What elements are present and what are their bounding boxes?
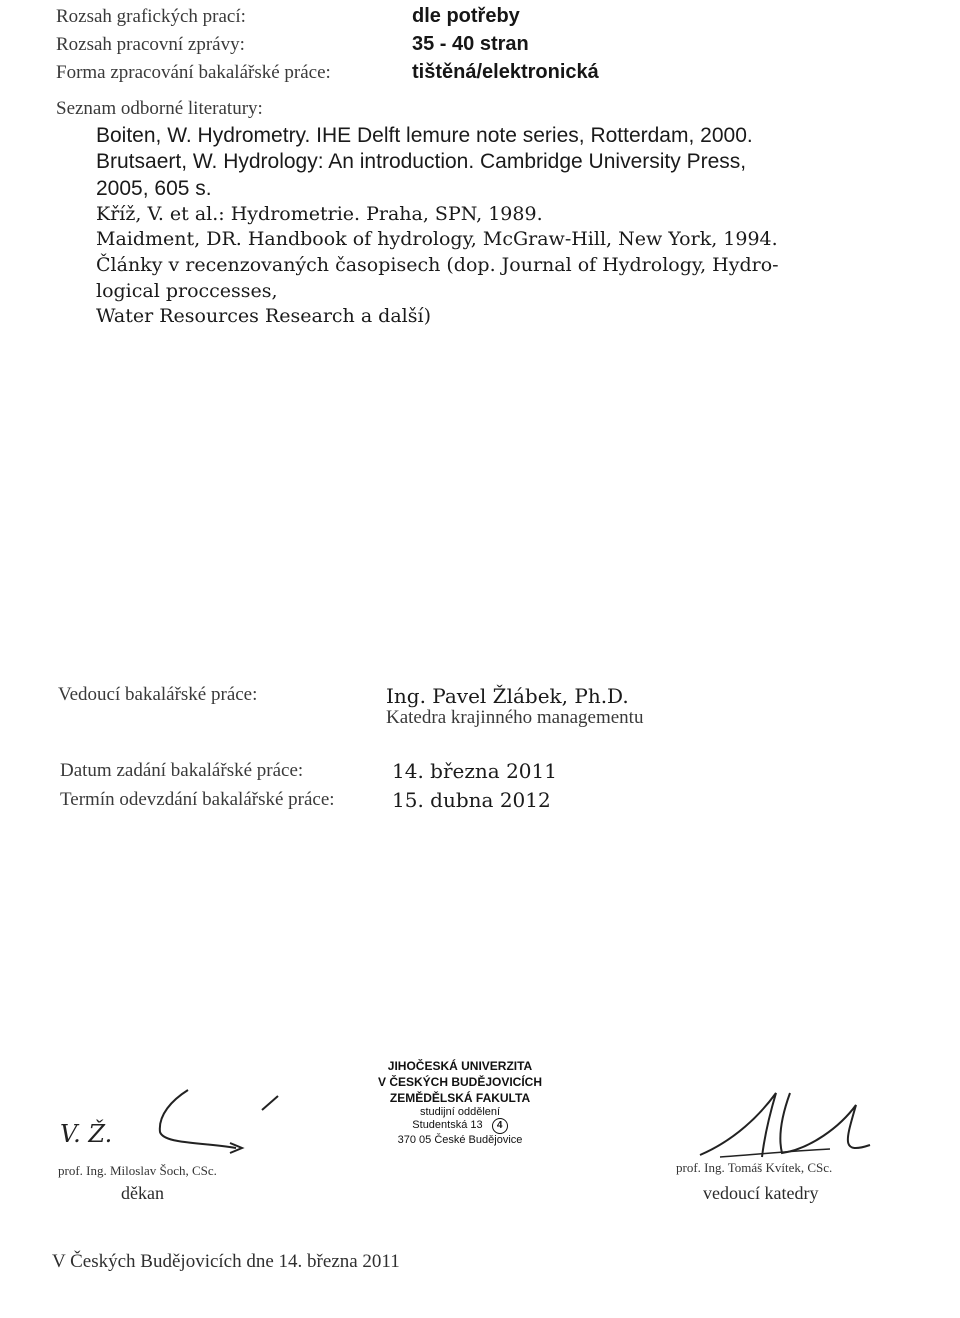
assigned-date-value: 14. března 2011 <box>392 759 557 783</box>
faculty-stamp <box>350 1058 570 1146</box>
head-role: vedoucí katedry <box>703 1183 819 1203</box>
literature-line: Maidment, DR. Handbook of hydrology, McGraw-Hill, New York, 1994. <box>96 228 778 250</box>
stamp-number: 4 <box>492 1118 508 1134</box>
stamp-line: studijní oddělení <box>419 1106 501 1118</box>
stamp-line: ZEMĚDĚLSKÁ FAKULTA <box>389 1091 531 1105</box>
literature-line: Články v recenzovaných časopisech (dop. Journal of Hydrology, Hydro- <box>96 254 779 276</box>
literature-line: Brutsaert, W. Hydrology: An introduction. Cambridge University Press, <box>96 150 747 173</box>
report-scope-value: 35 - 40 stran <box>412 33 529 55</box>
supervisor-name: Ing. Pavel Žlábek, Ph.D. <box>386 684 629 708</box>
stamp-line <box>350 1118 570 1134</box>
literature-line: Boiten, W. Hydrometry. IHE Delft lemure note series, Rotterdam, 2000. <box>96 124 753 147</box>
due-date-label: Termín odevzdání bakalářské práce: <box>60 789 335 810</box>
stamp-street: Studentská 13 <box>412 1119 483 1131</box>
supervisor-department: Katedra krajinného managementu <box>386 707 644 728</box>
literature-line: logical proccesses, <box>96 280 278 302</box>
thesis-form-label: Forma zpracování bakalářské práce: <box>56 62 331 83</box>
dean-initials: V. Ž. <box>60 1120 113 1148</box>
literature-title: Seznam odborné literatury: <box>56 98 263 119</box>
assigned-date-label: Datum zadání bakalářské práce: <box>60 760 304 781</box>
stamp-line: V ČESKÝCH BUDĚJOVICÍCH <box>377 1075 543 1089</box>
stamp-line: JIHOČESKÁ UNIVERZITA <box>387 1059 533 1073</box>
dean-name: prof. Ing. Miloslav Šoch, CSc. <box>58 1163 217 1178</box>
literature-line: Water Resources Research a další) <box>96 305 431 327</box>
dean-role: děkan <box>121 1183 164 1203</box>
place-date-line: V Českých Budějovicích dne 14. března 2011 <box>52 1251 400 1272</box>
stamp-line: 370 05 České Budějovice <box>397 1134 523 1146</box>
literature-line: Kříž, V. et al.: Hydrometrie. Praha, SPN, 1989. <box>96 203 543 225</box>
thesis-form-value: tištěná/elektronická <box>412 61 599 83</box>
graphics-scope-label: Rozsah grafických prací: <box>56 6 246 27</box>
graphics-scope-value: dle potřeby <box>412 5 520 27</box>
literature-line: 2005, 605 s. <box>96 177 212 200</box>
supervisor-label: Vedoucí bakalářské práce: <box>58 684 258 705</box>
head-name: prof. Ing. Tomáš Kvítek, CSc. <box>676 1160 833 1175</box>
report-scope-label: Rozsah pracovní zprávy: <box>56 34 245 55</box>
due-date-value: 15. dubna 2012 <box>392 788 551 812</box>
